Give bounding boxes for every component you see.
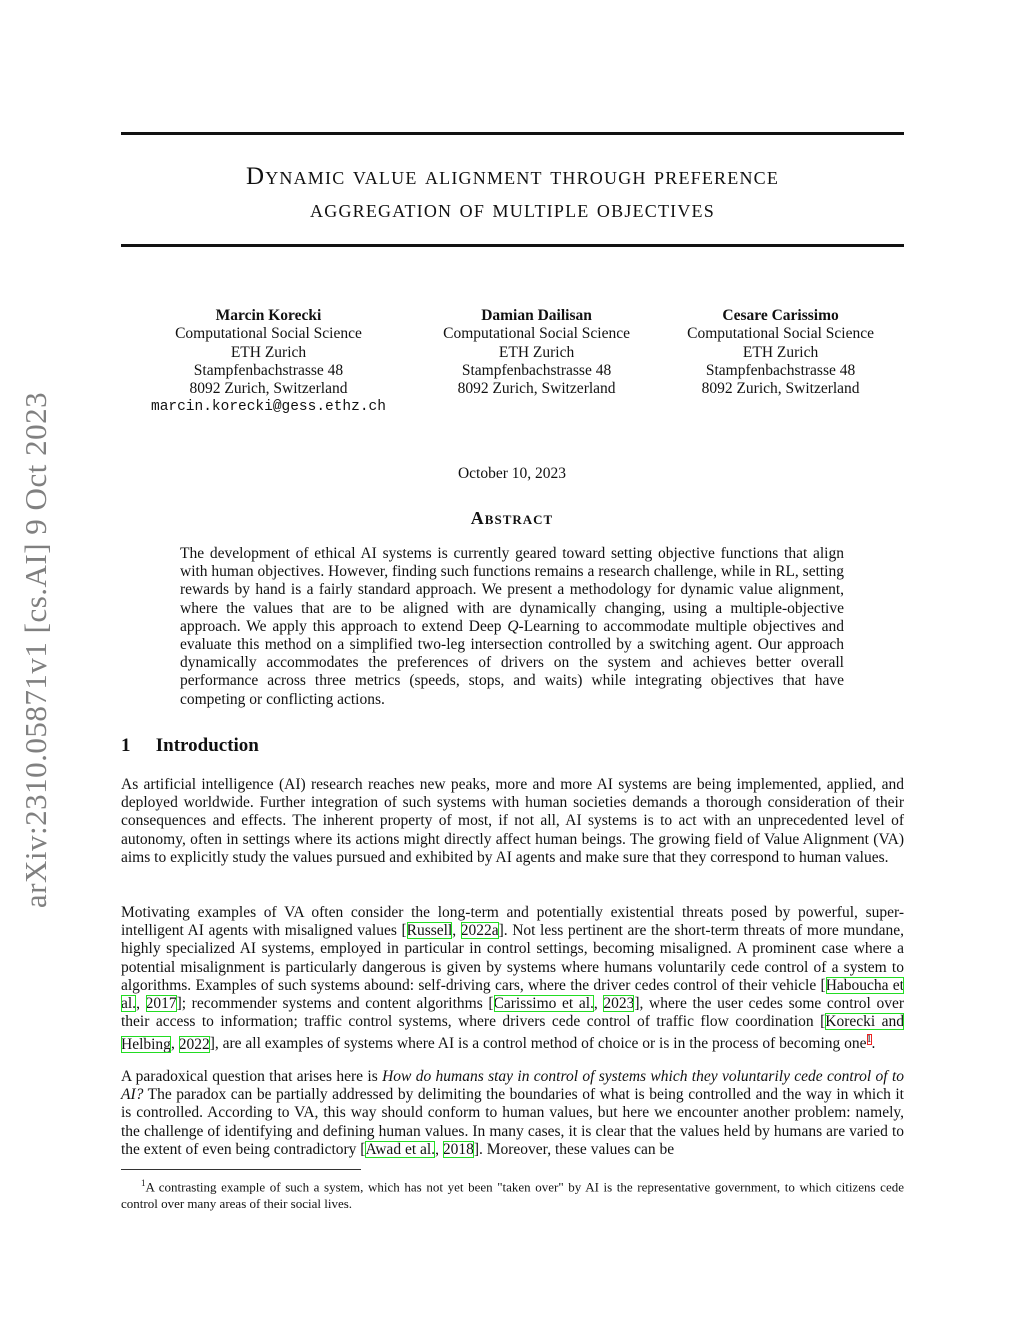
citation-link[interactable]: Awad et al. [365,1140,436,1158]
footnote [121,1175,904,1212]
footnote-rule [121,1169,361,1170]
author-1 [151,307,386,417]
author-2 [443,307,630,417]
footnote-text: A contrasting example of such a system, which has not yet been "taken over" by AI is the representative government, to which citizens cede control over many areas of their social lives. [121,1179,904,1212]
author-street: Stampfenbachstrasse 48 [193,361,344,379]
author-name: Damian Dailisan [481,307,592,324]
title-line-2: aggregation of multiple objectives [310,196,715,223]
author-dept: Computational Social Science [443,325,630,343]
body-text: , [452,922,461,940]
author-dept: Computational Social Science [175,325,362,343]
author-name: Marcin Korecki [215,307,322,324]
citation-link[interactable]: 2022 [178,1035,210,1053]
author-city: 8092 Zurich, Switzerland [457,380,616,398]
abstract-text [180,545,844,709]
section-heading [121,735,259,757]
author-city: 8092 Zurich, Switzerland [701,380,860,398]
footnote-link[interactable]: 1 [866,1034,872,1046]
body-text: , [593,995,604,1013]
arxiv-identifier: arXiv:2310.05871v1 [cs.AI] 9 Oct 2023 [18,391,53,909]
author-3 [687,307,874,417]
section-title: Introduction [155,735,259,756]
paragraph-2 [121,904,904,1054]
footnote-mark: 1 [141,1178,146,1188]
body-text: ]; recommender systems and content algorithms [ [176,995,494,1013]
author-block [121,307,904,417]
body-text: A paradoxical question that arises here is [121,1068,383,1085]
author-inst: ETH Zurich [742,343,819,361]
author-city: 8092 Zurich, Switzerland [189,380,348,398]
emphasized-text: How do humans stay in control of systems which they voluntarily cede control of to AI? [121,1068,905,1104]
body-text: Motivating examples of VA often consider the long-term and potentially existential threats posed by powerful, super-intelligent AI agents with misaligned values [ [121,904,904,940]
body-text: , [136,995,146,1013]
author-street: Stampfenbachstrasse 48 [705,361,856,379]
title-bottom-rule [121,244,904,247]
citation-link[interactable]: 2017 [145,995,177,1013]
author-inst: ETH Zurich [230,343,307,361]
body-text: , [435,1140,443,1158]
author-email[interactable]: marcin.korecki@gess.ethz.ch [151,399,386,416]
body-text: The paradox can be partially addressed by delimiting the boundaries of what is being controlled and the way in which it is controlled. According to VA, this way should conform to human values, but here we encounter another problem: namely, the challenge of identifying and defining human values. In many cases, it is clear that the values held by humans are varied to the extent of even being contradictory [ [121,1086,904,1158]
paragraph-3 [121,1068,904,1159]
section-number: 1 [121,735,131,756]
citation-link[interactable]: Korecki and Helbing [121,1013,904,1053]
citation-link[interactable]: Carissimo et al. [493,995,594,1013]
abstract-heading: Abstract [470,508,554,528]
citation-link[interactable]: 2022a [460,922,499,940]
paper-title [121,160,904,226]
body-text: ], are all examples of systems where AI is a control method of choice or is in the process of becoming one [209,1035,867,1053]
citation-link[interactable]: Russell [406,922,453,940]
paragraph-1 [121,776,904,867]
author-name: Cesare Carissimo [722,307,839,324]
citation-link[interactable]: 2023 [603,995,635,1013]
author-inst: ETH Zurich [498,343,575,361]
body-text: -Learning to accommodate multiple objectives and evaluate this method on a simplified two-leg intersection controlled by a switching agent. Our approach dynamically accommodates the preferences of drivers on the system and achieves better overall performance across three metrics (speeds, stops, and waits) while integrating objectives that have competing or conflicting actions. [180,617,844,708]
author-street: Stampfenbachstrasse 48 [461,361,612,379]
body-text: The development of ethical AI systems is currently geared toward setting objective functions that align with human objectives. However, finding such functions remains a research challenge, while in RL, setting rewards by hand is a fairly standard approach. We present a methodology for dynamic value alignment, where the values that are to be aligned with are dynamically changing, using a multiple-objective approach. We apply this approach to extend Deep [180,545,844,635]
author-dept: Computational Social Science [687,325,874,343]
body-text: As artificial intelligence (AI) research reaches new peaks, more and more AI systems are being implemented, applied, and deployed worldwide. Further integration of such systems with human societies demands a thorough consideration of their consequences and effects. The inherent property of most, if not all, AI systems is to act with an unprecedented level of autonomy, often in settings where its actions might directly affect human beings. The growing field of Value Alignment (VA) aims to explicitly study the values pursued and exhibited by AI agents and make sure that they correspond to human values. [121,776,904,866]
top-rule [121,132,904,135]
title-line-1: Dynamic value alignment through preference [245,163,780,190]
body-text: ], where the user cedes some control over their access to information; traffic control systems, where drivers cede control of traffic flow coordination [ [121,995,904,1031]
body-text: ]. Moreover, these values can be [473,1140,675,1158]
body-text: . [871,1035,876,1053]
paper-date: October 10, 2023 [457,465,567,482]
body-text: ]. Not less pertinent are the short-term threats of more mundane, highly specialized AI systems, employed in particular in control settings, becoming misaligned. A prominent case where a potential misalignment is particularly dangerous is given by systems where humans voluntarily cede control of a system to algorithms. Examples of such systems abound: self-driving cars, where the driver cedes control of their vehicle [ [121,922,904,994]
citation-link[interactable]: Haboucha et al. [121,976,904,1013]
body-text: , [170,1035,179,1053]
citation-link[interactable]: 2018 [442,1140,474,1158]
emphasized-text: Q [507,617,519,635]
